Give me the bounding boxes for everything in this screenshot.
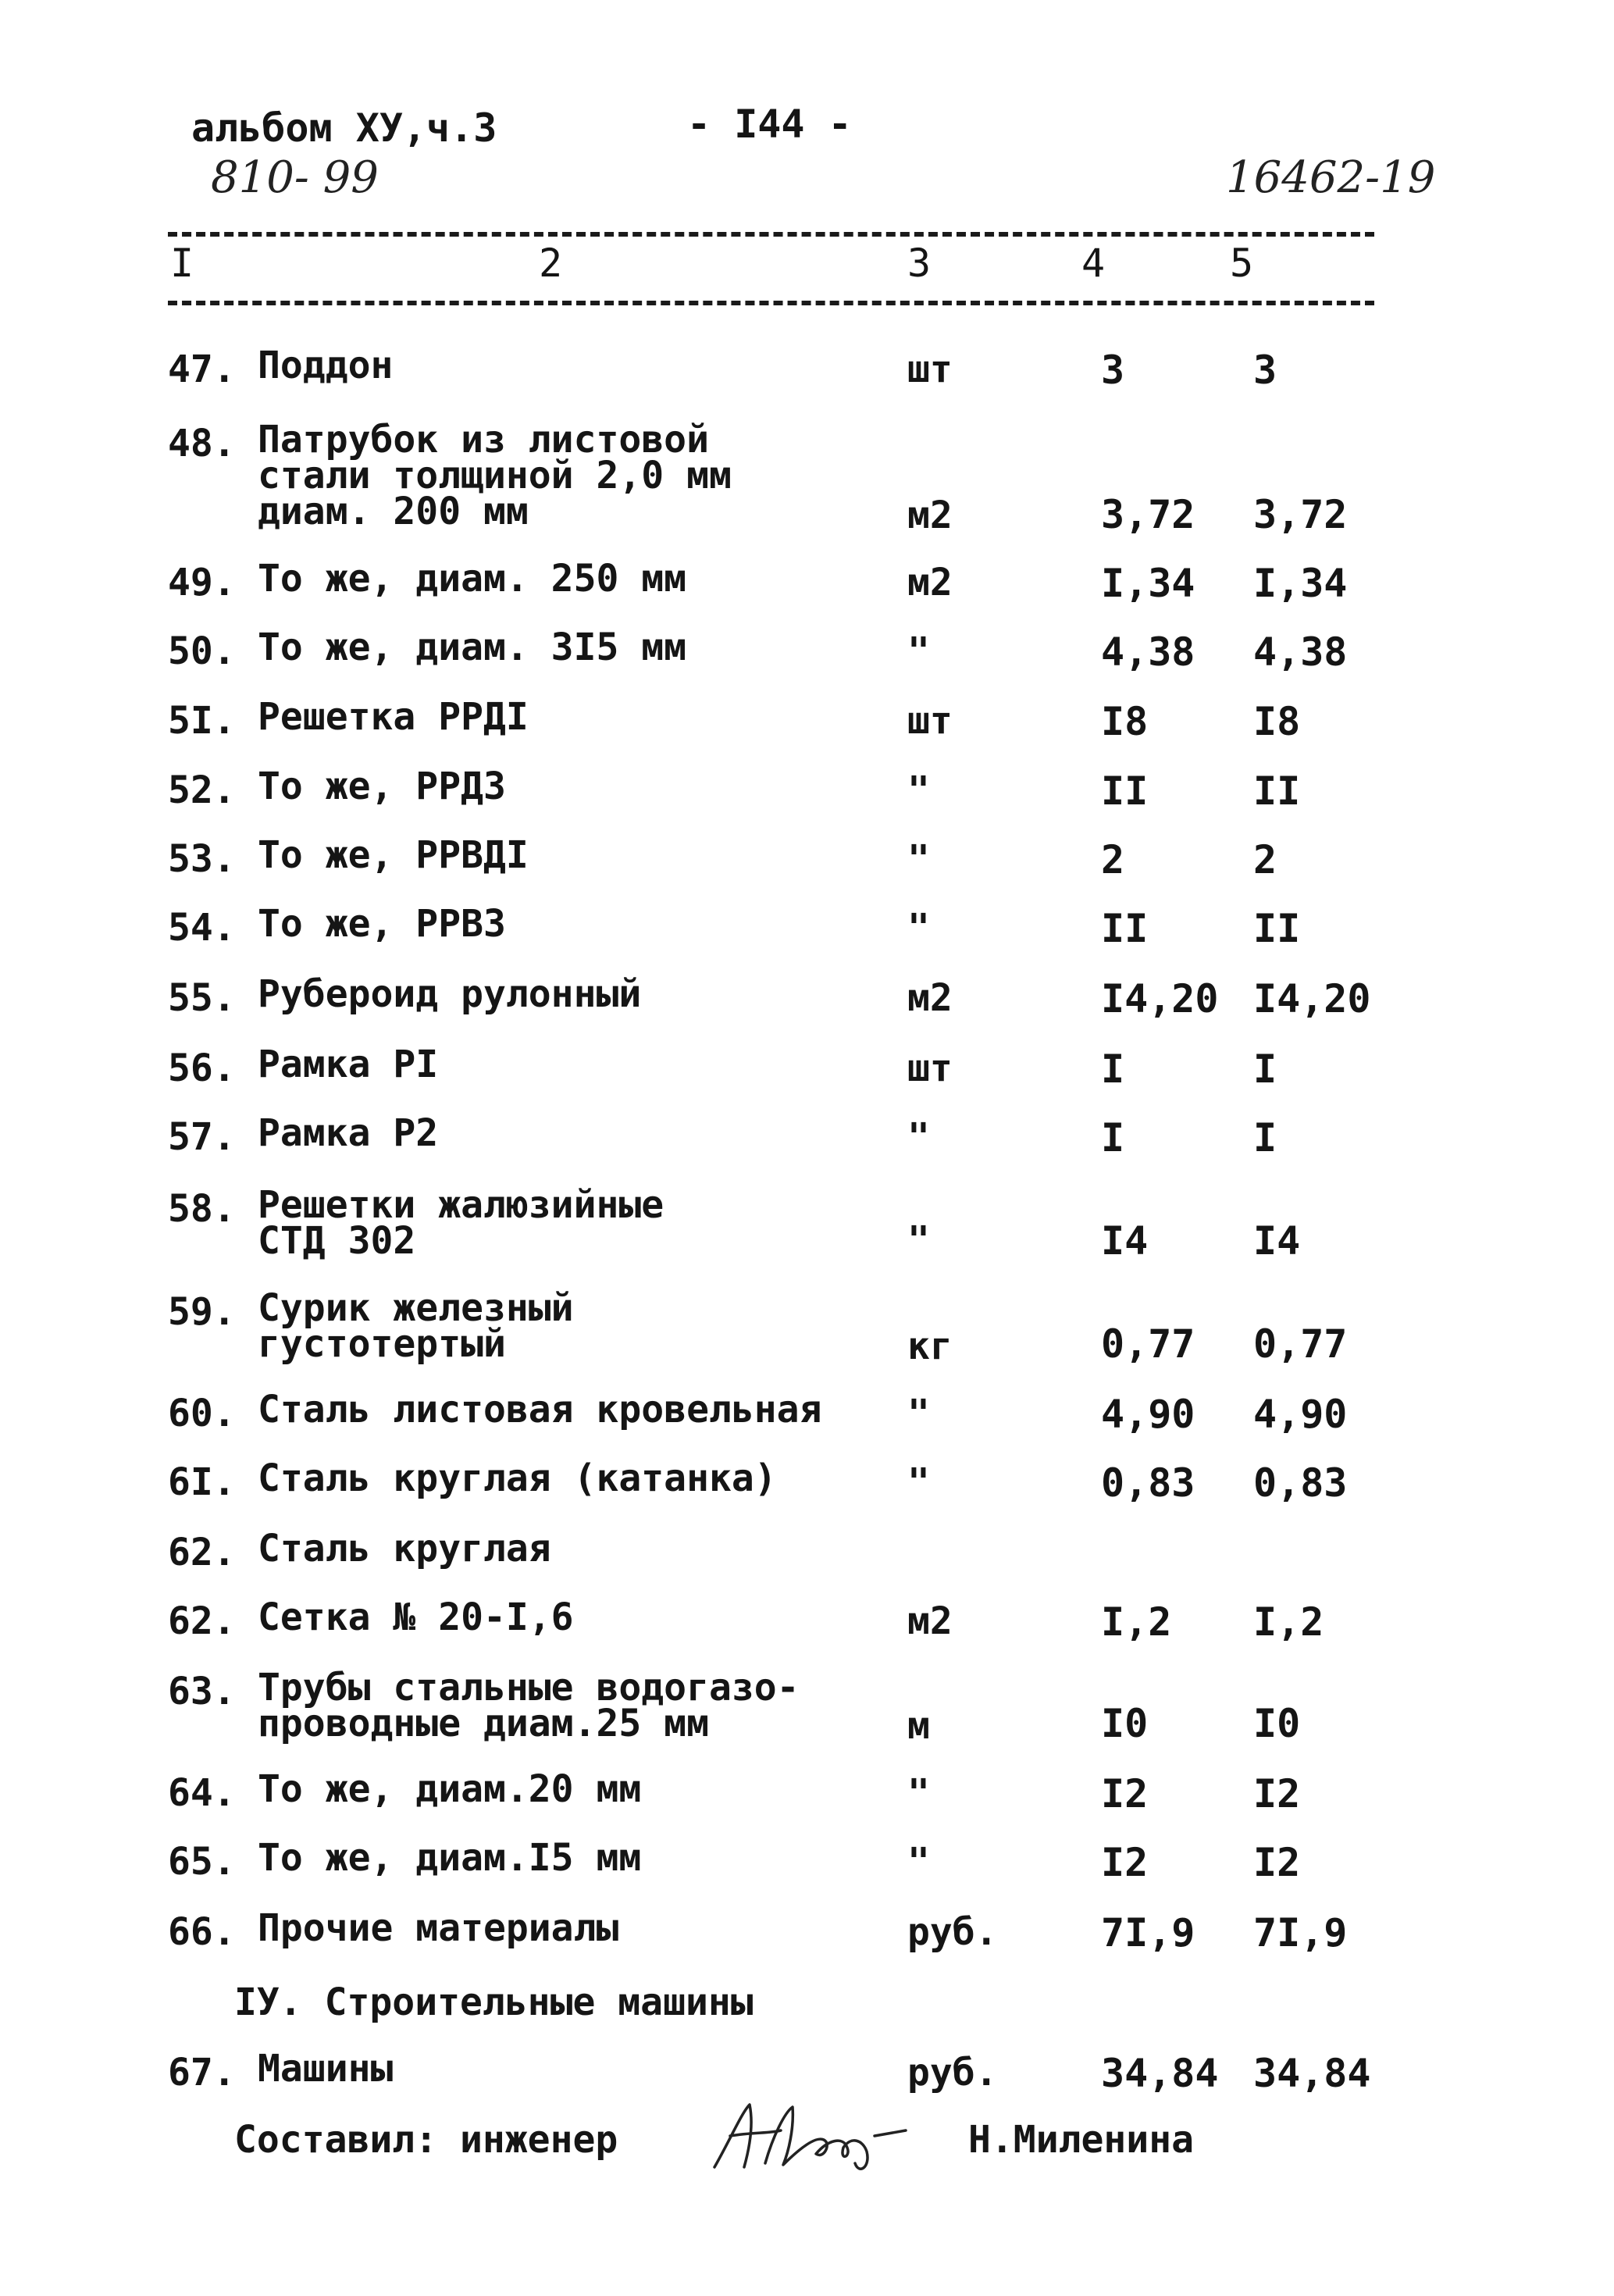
column-number-1: I — [170, 241, 194, 286]
compiled-by-label: Составил: инженер — [234, 2118, 618, 2162]
document-page: альбом XУ,ч.3 - I44 - 810- 99 16462-19 I 2 3 4 5 47. Поддон шт 3 3 48. Патрубок из листовой стали толщиной 2,0 мм диам. 200 мм м2 3,72 3,72 49. То же, диам. 250 мм м2 I,34 I,34 50. То же, диам. 3I5 мм " 4,38 4,38 5I. Решетка РРДI шт I8 I8 52. То же, РРД3 " II II 53. То же, РРВДI " 2 2 54. То же, РРВ3 " II II 55. Рубероид рулонный м2 I4,20 I4,20 56. Рамка РI шт I I 57. Рамка Р2 " I I 58. Решетки жалюзийные СТД 302 " I4 I4 59. Сурик железный густотертый кг 0,77 0,77 60. Сталь листовая кровельная " 4,90 4,90 6I. Сталь круглая (катанка) " 0,83 0,83 62. Сталь круглая 62. Сетка № 20-I,6 м2 I,2 I,2 63. Трубы стальные водогазо- проводные диам.25 мм м I0 I0 64. То же, диам.20 мм " I2 I2 65. То же, диам.I5 мм " I2 I2 66. Прочие материалы руб. 7I,9 7I,9 IУ. Строительные машины 67. Машины руб. 34,84 34,84 Составил: инженер Н.Миленина — [0, 0, 1614, 2296]
album-label: альбом XУ,ч.3 — [191, 105, 497, 151]
page-number: - I44 - — [687, 102, 852, 147]
column-number-3: 3 — [907, 241, 932, 286]
header-bottom-rule — [168, 301, 1374, 305]
column-number-2: 2 — [539, 241, 563, 286]
handwritten-code-right: 16462-19 — [1226, 152, 1436, 203]
section-heading: IУ. Строительные машины — [234, 1980, 754, 2024]
header-top-rule — [168, 232, 1374, 237]
column-number-5: 5 — [1230, 241, 1254, 286]
handwritten-code-left: 810- 99 — [211, 152, 379, 203]
column-number-4: 4 — [1081, 241, 1106, 286]
signature — [707, 2093, 917, 2179]
author-name: Н.Миленина — [968, 2118, 1194, 2162]
